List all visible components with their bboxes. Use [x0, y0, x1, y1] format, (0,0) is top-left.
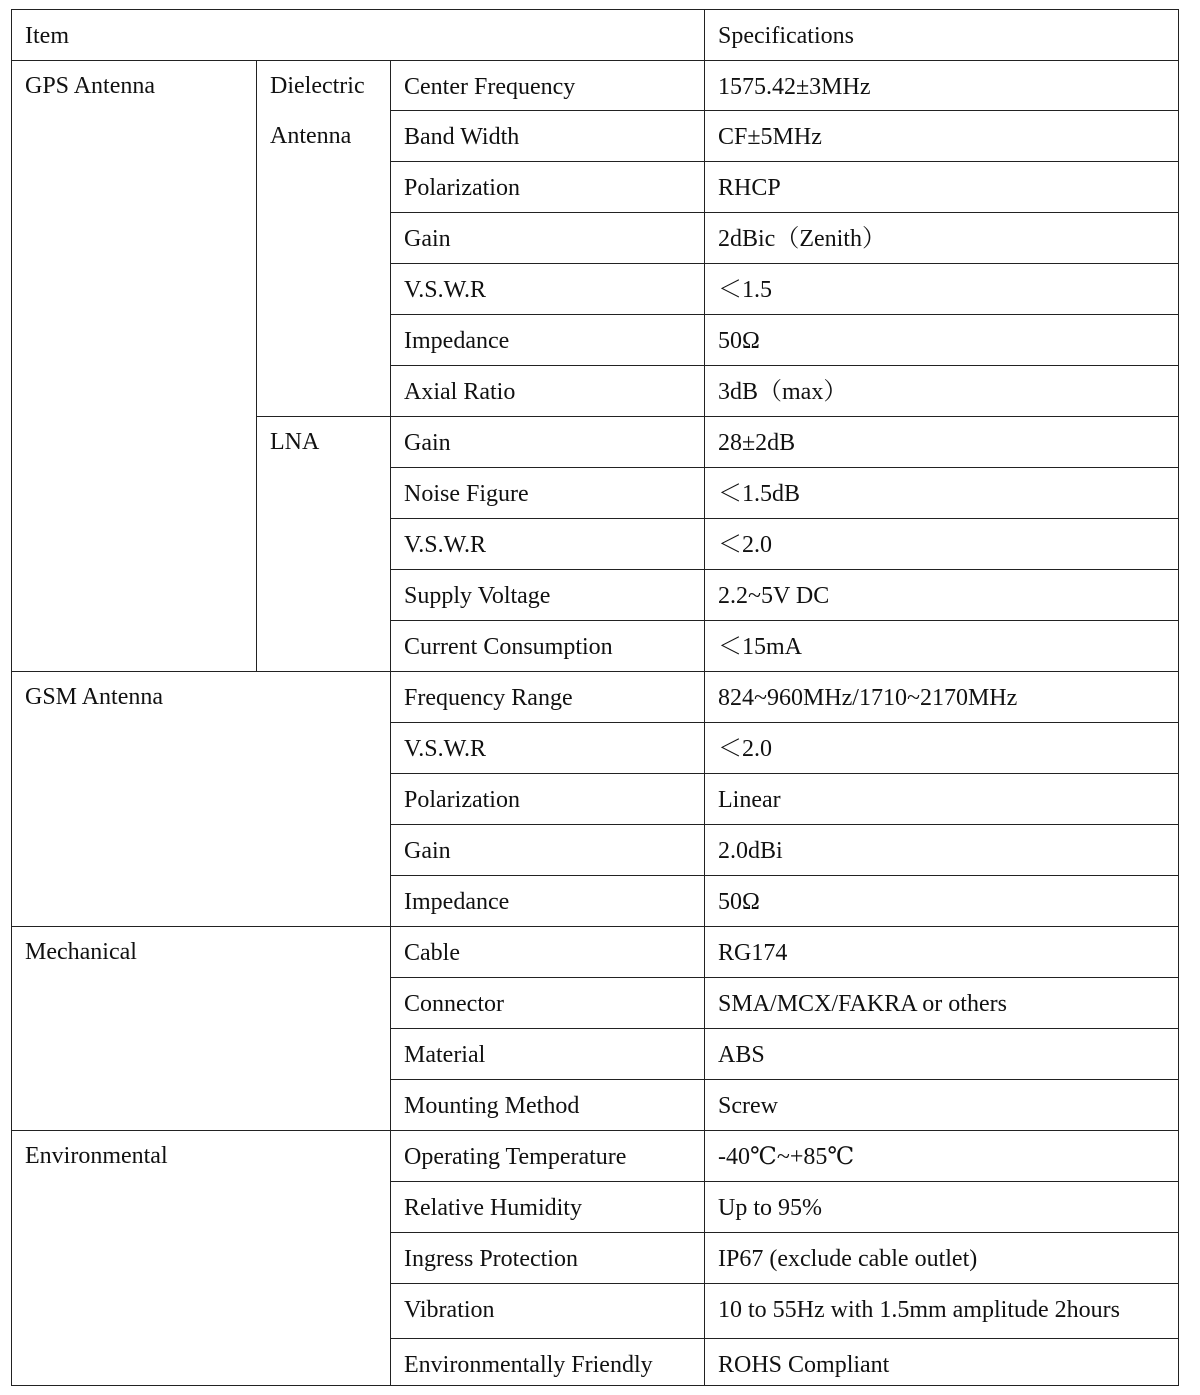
parameter-value-cell — [705, 162, 1179, 213]
parameter-value: ＜1.5 — [718, 277, 772, 303]
header-item-cell — [12, 10, 705, 61]
parameter-value: CF±5MHz — [718, 124, 822, 150]
parameter-value: RHCP — [718, 175, 781, 201]
parameter-value-cell — [705, 366, 1179, 417]
parameter-name-cell — [391, 468, 705, 519]
parameter-value: ROHS Compliant — [718, 1352, 890, 1378]
parameter-name: Environmentally Friendly — [404, 1352, 653, 1378]
parameter-value-cell — [705, 61, 1179, 111]
parameter-name: Supply Voltage — [404, 583, 551, 609]
parameter-name-cell — [391, 519, 705, 570]
parameter-name: Vibration — [404, 1297, 495, 1323]
parameter-value: ＜1.5dB — [718, 481, 801, 507]
section-mechanical — [12, 927, 391, 1131]
table-row — [12, 61, 1179, 111]
parameter-value: 3dB（max） — [718, 379, 848, 405]
subsection-lna — [257, 417, 391, 672]
section-environmental — [12, 1131, 391, 1386]
parameter-value-cell — [705, 315, 1179, 366]
table-row — [12, 927, 1179, 978]
parameter-name-cell — [391, 927, 705, 978]
parameter-value-cell — [705, 672, 1179, 723]
parameter-value-cell — [705, 468, 1179, 519]
parameter-name-cell — [391, 162, 705, 213]
parameter-name: Band Width — [404, 124, 520, 150]
parameter-name: Gain — [404, 226, 451, 252]
parameter-name: Polarization — [404, 787, 520, 813]
parameter-value-cell — [705, 1339, 1179, 1386]
parameter-value: 50Ω — [718, 328, 760, 354]
header-row — [12, 10, 1179, 61]
parameter-name-cell — [391, 264, 705, 315]
subsection-lna-label: LNA — [270, 429, 320, 455]
parameter-value-cell — [705, 111, 1179, 162]
parameter-value: ＜15mA — [718, 634, 802, 660]
parameter-name: Center Frequency — [404, 74, 576, 100]
parameter-name: Frequency Range — [404, 685, 573, 711]
parameter-value: 824~960MHz/1710~2170MHz — [718, 685, 1018, 711]
parameter-value-cell — [705, 1284, 1179, 1339]
parameter-value: 10 to 55Hz with 1.5mm amplitude 2hours — [718, 1297, 1120, 1323]
parameter-value: 2dBic（Zenith） — [718, 226, 886, 252]
parameter-value: 2.0dBi — [718, 838, 783, 864]
spec-table — [11, 9, 1179, 1386]
parameter-name: Axial Ratio — [404, 379, 516, 405]
parameter-name: V.S.W.R — [404, 736, 487, 762]
spec-table-body — [12, 10, 1179, 1386]
parameter-value-cell — [705, 417, 1179, 468]
parameter-name: Current Consumption — [404, 634, 613, 660]
parameter-value-cell — [705, 1080, 1179, 1131]
parameter-name-cell — [391, 825, 705, 876]
parameter-value-cell — [705, 621, 1179, 672]
parameter-name: Ingress Protection — [404, 1246, 578, 1272]
table-row — [12, 672, 1179, 723]
parameter-name: Gain — [404, 838, 451, 864]
parameter-name-cell — [391, 1339, 705, 1386]
parameter-name: V.S.W.R — [404, 532, 487, 558]
parameter-value: Up to 95% — [718, 1195, 822, 1221]
parameter-name: Gain — [404, 430, 451, 456]
parameter-value-cell — [705, 1233, 1179, 1284]
parameter-name: Cable — [404, 940, 460, 966]
parameter-name-cell — [391, 61, 705, 111]
parameter-name-cell — [391, 723, 705, 774]
parameter-name-cell — [391, 876, 705, 927]
parameter-name-cell — [391, 111, 705, 162]
parameter-name-cell — [391, 978, 705, 1029]
parameter-value: 50Ω — [718, 889, 760, 915]
section-mechanical-label: Mechanical — [25, 939, 137, 965]
parameter-name-cell — [391, 1029, 705, 1080]
parameter-name-cell — [391, 1284, 705, 1339]
parameter-name: Noise Figure — [404, 481, 529, 507]
parameter-value: Linear — [718, 787, 781, 813]
parameter-value-cell — [705, 1029, 1179, 1080]
parameter-name-cell — [391, 315, 705, 366]
section-environmental-label: Environmental — [25, 1143, 168, 1169]
parameter-name: Polarization — [404, 175, 520, 201]
parameter-name-cell — [391, 1080, 705, 1131]
parameter-value: IP67 (exclude cable outlet) — [718, 1246, 978, 1272]
parameter-name: Connector — [404, 991, 504, 1017]
header-item: Item — [25, 23, 69, 49]
parameter-value-cell — [705, 774, 1179, 825]
parameter-name: V.S.W.R — [404, 277, 487, 303]
subsection-dielectric-antenna-line: Dielectric — [270, 73, 365, 99]
parameter-name-cell — [391, 366, 705, 417]
parameter-value-cell — [705, 927, 1179, 978]
parameter-value-cell — [705, 825, 1179, 876]
parameter-value: ABS — [718, 1042, 765, 1068]
parameter-value: Screw — [718, 1093, 778, 1119]
parameter-value-cell — [705, 264, 1179, 315]
parameter-value-cell — [705, 978, 1179, 1029]
parameter-value-cell — [705, 876, 1179, 927]
parameter-value: 1575.42±3MHz — [718, 74, 871, 100]
parameter-value-cell — [705, 1131, 1179, 1182]
parameter-name-cell — [391, 1182, 705, 1233]
parameter-name: Operating Temperature — [404, 1144, 627, 1170]
parameter-name-cell — [391, 213, 705, 264]
section-gsm-antenna — [12, 672, 391, 927]
parameter-value: -40℃~+85℃ — [718, 1144, 855, 1170]
parameter-value-cell — [705, 519, 1179, 570]
section-gps-antenna-label: GPS Antenna — [25, 73, 156, 99]
parameter-name-cell — [391, 621, 705, 672]
parameter-value-cell — [705, 213, 1179, 264]
subsection-dielectric-antenna — [257, 61, 391, 417]
parameter-value-cell — [705, 723, 1179, 774]
parameter-value: ＜2.0 — [718, 736, 772, 762]
parameter-name: Relative Humidity — [404, 1195, 582, 1221]
parameter-value-cell — [705, 570, 1179, 621]
section-gps-antenna — [12, 61, 257, 672]
parameter-name-cell — [391, 417, 705, 468]
parameter-name: Impedance — [404, 889, 510, 915]
parameter-value: 2.2~5V DC — [718, 583, 830, 609]
subsection-dielectric-antenna-line: Antenna — [270, 123, 352, 149]
parameter-value-cell — [705, 1182, 1179, 1233]
parameter-name: Impedance — [404, 328, 510, 354]
parameter-value: 28±2dB — [718, 430, 796, 456]
parameter-name-cell — [391, 1131, 705, 1182]
parameter-value: ＜2.0 — [718, 532, 772, 558]
header-specifications: Specifications — [718, 23, 854, 49]
section-gsm-antenna-label: GSM Antenna — [25, 684, 163, 710]
parameter-name-cell — [391, 1233, 705, 1284]
parameter-name-cell — [391, 570, 705, 621]
header-specifications-cell — [705, 10, 1179, 61]
parameter-name-cell — [391, 672, 705, 723]
parameter-name: Material — [404, 1042, 486, 1068]
parameter-name: Mounting Method — [404, 1093, 580, 1119]
table-row — [12, 1131, 1179, 1182]
parameter-name-cell — [391, 774, 705, 825]
parameter-value: RG174 — [718, 940, 788, 966]
parameter-value: SMA/MCX/FAKRA or others — [718, 991, 1007, 1017]
